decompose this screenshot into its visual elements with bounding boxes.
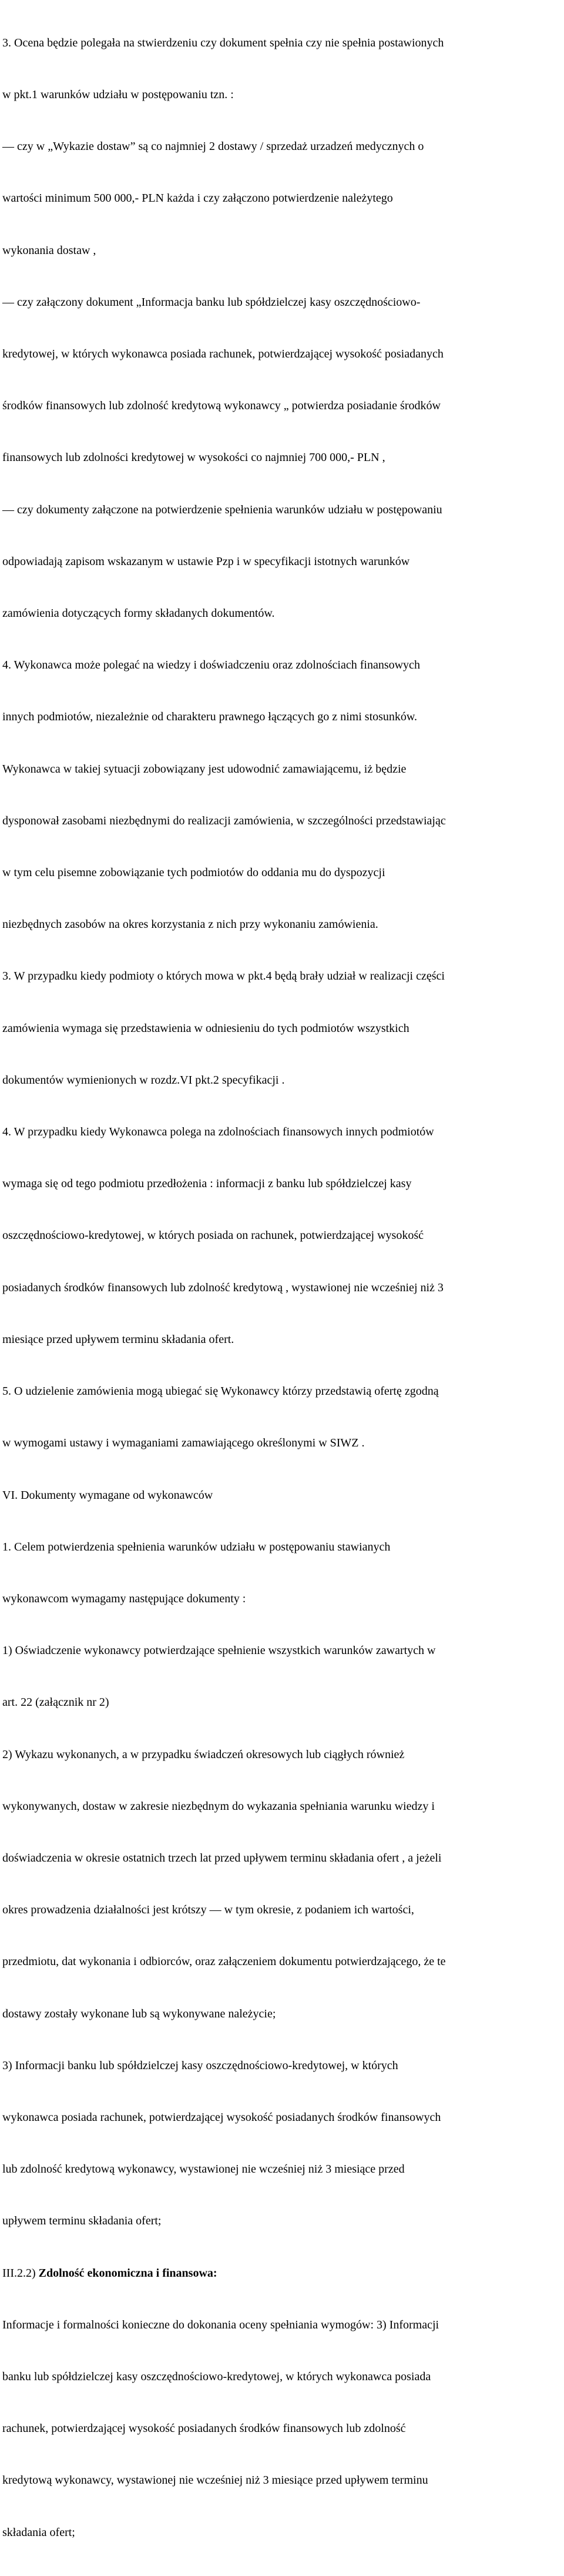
text-line: dostawy zostały wykonane lub są wykonywane należycie;: [2, 2007, 276, 2020]
text-line: wartości minimum 500 000,- PLN każda i czy załączono potwierdzenie należytego: [2, 192, 393, 205]
text-line: 2) Wykazu wykonanych, a w przypadku świadczeń okresowych lub ciągłych również: [2, 1748, 405, 1761]
section-prefix: III.2.2): [2, 2266, 39, 2280]
section-heading-iii-2-2: [2, 2265, 564, 2282]
text-line: lub zdolność kredytową wykonawcy, wystawionej nie wcześniej niż 3 miesiące przed: [2, 2163, 405, 2176]
text-line: środków finansowych lub zdolność kredytową wykonawcy „ potwierdza posiadanie środków: [2, 399, 441, 413]
text-line: wymaga się od tego podmiotu przedłożenia : informacji z banku lub spółdzielczej kasy: [2, 1177, 412, 1191]
text-line: w tym celu pisemne zobowiązanie tych podmiotów do oddania mu do dyspozycji: [2, 866, 385, 880]
section-heading-bold: Zdolność ekonomiczna i finansowa:: [38, 2266, 217, 2280]
text-line: doświadczenia w okresie ostatnich trzech lat przed upływem terminu składania ofert , a jeżeli: [2, 1851, 442, 1865]
document-body: [2, 0, 564, 2576]
text-line: posiadanych środków finansowych lub zdolność kredytową , wystawionej nie wcześniej niż 3: [2, 1281, 444, 1294]
text-line: w pkt.1 warunków udziału w postępowaniu tzn. :: [2, 88, 234, 102]
text-line: 5. O udzielenie zamówienia mogą ubiegać się Wykonawcy którzy przedstawią ofertę zgodną: [2, 1385, 439, 1398]
text-line: 1. Celem potwierdzenia spełnienia warunków udziału w postępowaniu stawianych: [2, 1540, 391, 1553]
text-line: wykonawcom wymagamy następujące dokumenty :: [2, 1592, 246, 1605]
text-line: oszczędnościowo-kredytowej, w których posiada on rachunek, potwierdzającej wysokość: [2, 1229, 424, 1242]
text-line: Informacje i formalności konieczne do dokonania oceny spełniania wymogów: 3) Informacji: [2, 2318, 439, 2331]
text-line: art. 22 (załącznik nr 2): [2, 1696, 109, 1709]
text-line: 4. W przypadku kiedy Wykonawca polega na zdolnościach finansowych innych podmiotów: [2, 1125, 434, 1139]
text-line: składania ofert;: [2, 2525, 75, 2539]
text-line: upływem terminu składania ofert;: [2, 2214, 162, 2228]
text-line: — czy dokumenty załączone na potwierdzenie spełnienia warunków udziału w postępowaniu: [2, 503, 442, 516]
text-line: okres prowadzenia działalności jest krótszy — w tym okresie, z podaniem ich wartości,: [2, 1903, 414, 1917]
text-line: zamówienia dotyczących formy składanych dokumentów.: [2, 607, 275, 620]
text-line: 1) Oświadczenie wykonawcy potwierdzające spełnienie wszystkich warunków zawartych w: [2, 1644, 436, 1658]
text-line: innych podmiotów, niezależnie od charakteru prawnego łączących go z nimi stosunków.: [2, 710, 418, 724]
text-line: wykonywanych, dostaw w zakresie niezbędnym do wykazania spełniania warunku wiedzy i: [2, 1799, 435, 1813]
text-line: dysponował zasobami niezbędnymi do realizacji zamówienia, w szczególności przedstawiając: [2, 814, 446, 827]
text-line: wykonawca posiada rachunek, potwierdzającej wysokość posiadanych środków finansowych: [2, 2110, 441, 2124]
text-line: wykonania dostaw ,: [2, 243, 96, 257]
text-line: niezbędnych zasobów na okres korzystania z nich przy wykonaniu zamówienia.: [2, 918, 378, 931]
text-line: kredytowej, w których wykonawca posiada rachunek, potwierdzającej wysokość posiadanych: [2, 348, 444, 361]
text-line: 4. Wykonawca może polegać na wiedzy i doświadczeniu oraz zdolnościach finansowych: [2, 659, 420, 672]
text-line: w wymogami ustawy i wymaganiami zamawiającego określonymi w SIWZ .: [2, 1436, 365, 1450]
text-line: miesiące przed upływem terminu składania ofert.: [2, 1332, 234, 1346]
text-line: Wykonawca w takiej sytuacji zobowiązany jest udowodnić zamawiającemu, iż będzie: [2, 762, 407, 776]
text-line: 3) Informacji banku lub spółdzielczej kasy oszczędnościowo-kredytowej, w których: [2, 2059, 398, 2072]
text-line: dokumentów wymienionych w rozdz.VI pkt.2 specyfikacji .: [2, 1073, 285, 1087]
text-line: 3. Ocena będzie polegała na stwierdzeniu czy dokument spełnia czy nie spełnia postawionych: [2, 36, 444, 49]
text-line: — czy w „Wykazie dostaw” są co najmniej 2 dostawy / sprzedaż urzadzeń medycznych o: [2, 140, 424, 153]
text-line: rachunek, potwierdzającej wysokość posiadanych środków finansowych lub zdolność: [2, 2422, 406, 2435]
text-line: banku lub spółdzielczej kasy oszczędnościowo-kredytowej, w których wykonawca posiada: [2, 2370, 431, 2383]
text-line: przedmiotu, dat wykonania i odbiorców, oraz załączeniem dokumentu potwierdzającego, że te: [2, 1955, 446, 1969]
text-line: zamówienia wymaga się przedstawienia w odniesieniu do tych podmiotów wszystkich: [2, 1021, 409, 1035]
text-line: kredytową wykonawcy, wystawionej nie wcześniej niż 3 miesiące przed upływem terminu: [2, 2474, 428, 2487]
text-line: — czy załączony dokument „Informacja banku lub spółdzielczej kasy oszczędnościowo-: [2, 295, 421, 309]
text-line: odpowiadają zapisom wskazanym w ustawie Pzp i w specyfikacji istotnych warunków: [2, 554, 410, 568]
section-heading-vi: VI. Dokumenty wymagane od wykonawców: [2, 1488, 213, 1502]
text-line: finansowych lub zdolności kredytowej w wysokości co najmniej 700 000,- PLN ,: [2, 451, 385, 465]
text-line: 3. W przypadku kiedy podmioty o których mowa w pkt.4 będą brały udział w realizacji części: [2, 970, 445, 983]
